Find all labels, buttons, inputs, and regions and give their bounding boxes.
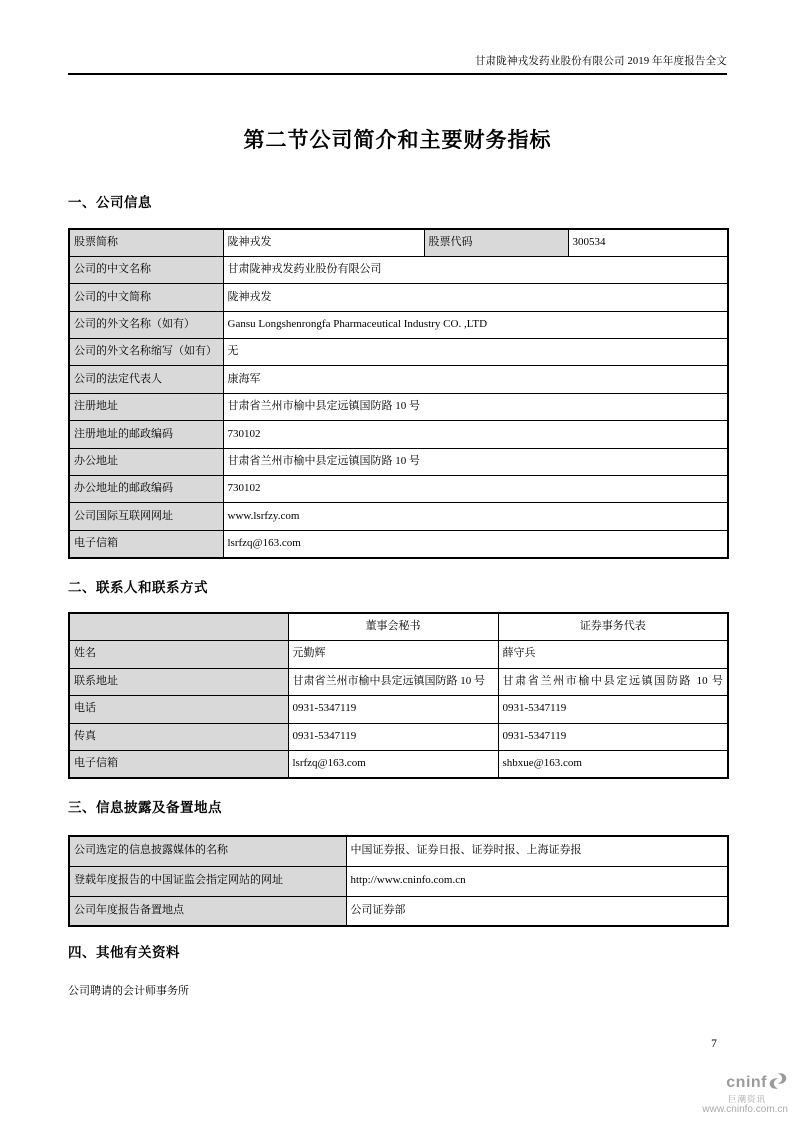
- field-value: 甘肃省兰州市榆中县定远镇国防路 10 号: [498, 668, 728, 696]
- field-value: lsrfzq@163.com: [223, 530, 728, 557]
- field-label: 联系地址: [69, 668, 288, 696]
- field-label: 公司年度报告备置地点: [69, 896, 346, 926]
- cninfo-swirl-icon: [768, 1072, 788, 1094]
- column-header: 证券事务代表: [498, 613, 728, 641]
- table-row: [69, 311, 728, 338]
- field-label: 公司的外文名称（如有）: [69, 311, 223, 338]
- table-row: [69, 421, 728, 448]
- report-header: 甘肃陇神戎发药业股份有限公司 2019 年年度报告全文: [474, 56, 727, 67]
- field-label: 传真: [69, 723, 288, 751]
- field-label: 办公地址的邮政编码: [69, 476, 223, 503]
- field-value: Gansu Longshenrongfa Pharmaceutical Industry CO. ,LTD: [223, 311, 728, 338]
- table-row: [69, 668, 728, 696]
- field-value: 公司证券部: [346, 896, 728, 926]
- field-value: 甘肃省兰州市榆中县定远镇国防路 10 号: [223, 448, 728, 475]
- field-label: 注册地址的邮政编码: [69, 421, 223, 448]
- table-row: [69, 836, 728, 866]
- section-heading-company-info: 一、公司信息: [68, 195, 152, 210]
- contacts-table: [68, 612, 729, 779]
- page-number: 7: [711, 1038, 717, 1050]
- table-row: [69, 448, 728, 475]
- table-header-row: [69, 613, 728, 641]
- table-row: [69, 866, 728, 896]
- field-value: 0931-5347119: [288, 723, 498, 751]
- cninfo-logo-text: cninf: [726, 1074, 767, 1091]
- disclosure-table: [68, 835, 729, 927]
- field-value: 0931-5347119: [498, 696, 728, 724]
- table-row: [69, 723, 728, 751]
- cninfo-logo: [678, 1072, 788, 1115]
- page-content: [68, 0, 727, 1122]
- field-value: 甘肃陇神戎发药业股份有限公司: [223, 256, 728, 283]
- field-value: http://www.cninfo.com.cn: [346, 866, 728, 896]
- section-heading-disclosure: 三、信息披露及备置地点: [68, 800, 222, 815]
- company-info-table: [68, 228, 729, 559]
- corner-cell: [69, 613, 288, 641]
- field-value: 无: [223, 339, 728, 366]
- page-title: 第二节公司简介和主要财务指标: [243, 128, 552, 152]
- column-header: 董事会秘书: [288, 613, 498, 641]
- field-value: 0931-5347119: [498, 723, 728, 751]
- cninfo-logo-url: www.cninfo.com.cn: [702, 1103, 788, 1115]
- table-row: [69, 393, 728, 420]
- table-row: [69, 503, 728, 530]
- field-label: 电子信箱: [69, 751, 288, 779]
- field-value: 730102: [223, 421, 728, 448]
- accounting-firm-paragraph: 公司聘请的会计师事务所: [68, 985, 189, 997]
- section-heading-other-info: 四、其他有关资料: [68, 945, 180, 960]
- field-label: 股票代码: [424, 229, 568, 256]
- table-row: [69, 256, 728, 283]
- table-row: [69, 696, 728, 724]
- field-value: www.lsrfzy.com: [223, 503, 728, 530]
- field-value: 元勤辉: [288, 641, 498, 669]
- table-row: [69, 284, 728, 311]
- field-value: 中国证券报、证券日报、证券时报、上海证券报: [346, 836, 728, 866]
- field-label: 公司国际互联网网址: [69, 503, 223, 530]
- field-label: 登载年度报告的中国证监会指定网站的网址: [69, 866, 346, 896]
- field-label: 公司的法定代表人: [69, 366, 223, 393]
- field-label: 注册地址: [69, 393, 223, 420]
- cninfo-logo-caption: 巨潮资讯: [727, 1094, 766, 1104]
- field-value: 康海军: [223, 366, 728, 393]
- field-value: 730102: [223, 476, 728, 503]
- field-label: 公司选定的信息披露媒体的名称: [69, 836, 346, 866]
- table-row: [69, 366, 728, 393]
- table-row: [69, 229, 728, 256]
- table-row: [69, 641, 728, 669]
- field-value: 薛守兵: [498, 641, 728, 669]
- field-value: lsrfzq@163.com: [288, 751, 498, 779]
- table-row: [69, 339, 728, 366]
- field-label: 公司的中文简称: [69, 284, 223, 311]
- field-label: 公司的中文名称: [69, 256, 223, 283]
- field-value: 0931-5347119: [288, 696, 498, 724]
- section-heading-contacts: 二、联系人和联系方式: [68, 580, 208, 595]
- field-value: shbxue@163.com: [498, 751, 728, 779]
- field-label: 姓名: [69, 641, 288, 669]
- table-row: [69, 896, 728, 926]
- field-label: 办公地址: [69, 448, 223, 475]
- field-label: 电话: [69, 696, 288, 724]
- field-value: 陇神戎发: [223, 284, 728, 311]
- field-value: 甘肃省兰州市榆中县定远镇国防路 10 号: [223, 393, 728, 420]
- table-row: [69, 530, 728, 557]
- field-value: 300534: [568, 229, 728, 256]
- field-label: 公司的外文名称缩写（如有）: [69, 339, 223, 366]
- table-row: [69, 751, 728, 779]
- table-row: [69, 476, 728, 503]
- field-value: 陇神戎发: [223, 229, 424, 256]
- field-label: 电子信箱: [69, 530, 223, 557]
- header-divider: [68, 73, 727, 75]
- field-value: 甘肃省兰州市榆中县定远镇国防路 10 号: [288, 668, 498, 696]
- field-label: 股票简称: [69, 229, 223, 256]
